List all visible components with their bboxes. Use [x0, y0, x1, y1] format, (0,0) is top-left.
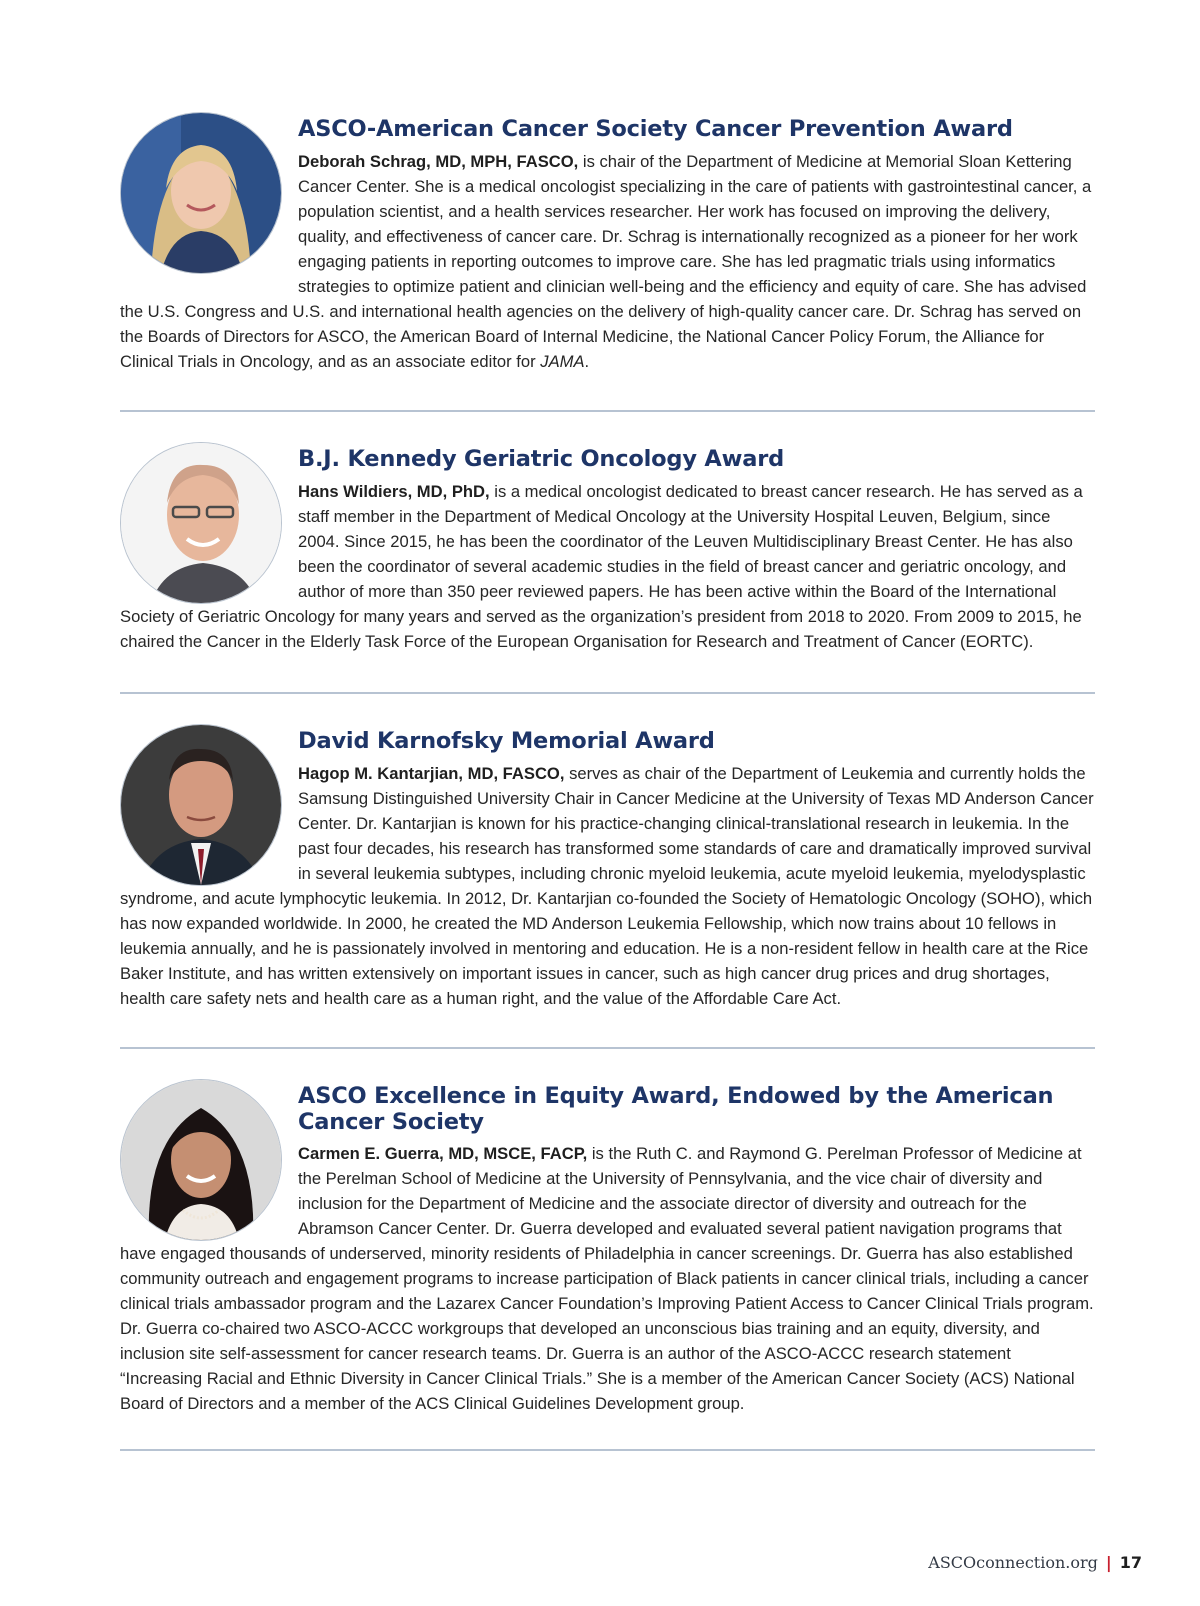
page-number: 17: [1119, 1553, 1142, 1572]
award-section-prevention: [120, 112, 1095, 402]
recipient-name: Hans Wildiers, MD, PhD,: [298, 482, 490, 501]
section-divider: [120, 1047, 1095, 1049]
journal-name: JAMA: [540, 352, 585, 371]
award-bio: [120, 761, 1095, 1011]
award-title: David Karnofsky Memorial Award: [298, 728, 715, 754]
page-footer: [928, 1553, 1142, 1572]
bio-end: .: [584, 352, 590, 371]
section-divider: [120, 692, 1095, 694]
award-bio: [120, 479, 1095, 654]
bio-text: is chair of the Department of Medicine at Memorial Sloan Kettering Cancer Center. She is a medical oncologist specializing in the care of patients with gastrointestinal cancer, a population scientist, and a health services researcher. Her work has focused on improving the delivery, quality, and effectiveness of cancer care. Dr. Schrag is internationally recognized as a pioneer for her work engaging patients in reporting outcomes to improve care. She has led pragmatic trials using informatics strategies to optimize patient and clinician well-being and the efficiency and equity of care. She has advised the U.S. Congress and U.S. and international health agencies on the delivery of high-quality cancer care. Dr. Schrag has served on the Boards of Directors for ASCO, the American Board of Internal Medicine, the National Cancer Policy Forum, the Alliance for Clinical Trials in Oncology, and as an associate editor for: [120, 152, 1092, 371]
section-divider: [120, 1449, 1095, 1451]
bio-text: serves as chair of the Department of Leukemia and currently holds the Samsung Distinguished University Chair in Cancer Medicine at the University of Texas MD Anderson Cancer Center. Dr. Kantarjian is known for his practice-changing clinical-translational research in leukemia. In the past four decades, his research has transformed some standards of care and dramatically improved survival in several leukemia subtypes, including chronic myeloid leukemia, acute myeloid leukemia, myelodysplastic syndrome, and acute lymphocytic leukemia. In 2012, Dr. Kantarjian co-founded the Society of Hematologic Oncology (SOHO), which has now expanded worldwide. In 2000, he created the MD Anderson Leukemia Fellowship, which now trains about 10 fellows in leukemia annually, and he is passionately involved in mentoring and education. He is a non-resident fellow in health care at the Rice Baker Institute, and has written extensively on important issues in cancer, such as high cancer drug prices and drug shortages, health care safety nets and health care as a human right, and the value of the Affordable Care Act.: [120, 764, 1094, 1008]
award-bio: [120, 1141, 1095, 1416]
award-section-equity: [120, 1079, 1095, 1439]
bio-text: is the Ruth C. and Raymond G. Perelman Professor of Medicine at the Perelman School of Medicine at the University of Pennsylvania, and the vice chair of diversity and inclusion for the Department of Medicine and the associate director of diversity and outreach for the Abramson Cancer Center. Dr. Guerra developed and evaluated several patient navigation programs that have engaged thousands of underserved, minority residents of Philadelphia in cancer screenings. Dr. Guerra has also established community outreach and engagement programs to increase participation of Black patients in cancer clinical trials, including a cancer clinical trials ambassador program and the Lazarex Cancer Foundation’s Improving Patient Access to Cancer Clinical Trials program. Dr. Guerra co-chaired two ASCO-ACCC workgroups that developed an unconscious bias training and an equity, diversity, and inclusion site self-assessment for cancer research teams. Dr. Guerra is an author of the ASCO-ACCC research statement “Increasing Racial and Ethnic Diversity in Cancer Clinical Trials.” She is a member of the American Cancer Society (ACS) National Board of Directors and a member of the ACS Clinical Guidelines Development group.: [120, 1144, 1094, 1413]
footer-site: ASCOconnection.org: [928, 1553, 1098, 1572]
recipient-name: Deborah Schrag, MD, MPH, FASCO,: [298, 152, 579, 171]
section-divider: [120, 410, 1095, 412]
award-bio: [120, 149, 1095, 374]
award-title: ASCO Excellence in Equity Award, Endowed by the American Cancer Society: [298, 1083, 1054, 1135]
recipient-name: Hagop M. Kantarjian, MD, FASCO,: [298, 764, 565, 783]
award-section-geriatric: [120, 442, 1095, 682]
award-title: ASCO-American Cancer Society Cancer Prevention Award: [298, 116, 1013, 142]
bio-text: is a medical oncologist dedicated to breast cancer research. He has served as a staff member in the Department of Medical Oncology at the University Hospital Leuven, Belgium, since 2004. Since 2015, he has been the coordinator of the Leuven Multidisciplinary Breast Center. He has also been the coordinator of several academic studies in the field of breast cancer and geriatric oncology, and author of more than 350 peer reviewed papers. He has been active within the Board of the International Society of Geriatric Oncology for many years and served as the organization’s president from 2018 to 2020. From 2009 to 2015, he chaired the Cancer in the Elderly Task Force of the European Organisation for Research and Treatment of Cancer (EORTC).: [120, 482, 1083, 651]
recipient-name: Carmen E. Guerra, MD, MSCE, FACP,: [298, 1144, 588, 1163]
award-section-karnofsky: [120, 724, 1095, 1034]
footer-separator: |: [1105, 1553, 1112, 1572]
award-title: B.J. Kennedy Geriatric Oncology Award: [298, 446, 785, 472]
